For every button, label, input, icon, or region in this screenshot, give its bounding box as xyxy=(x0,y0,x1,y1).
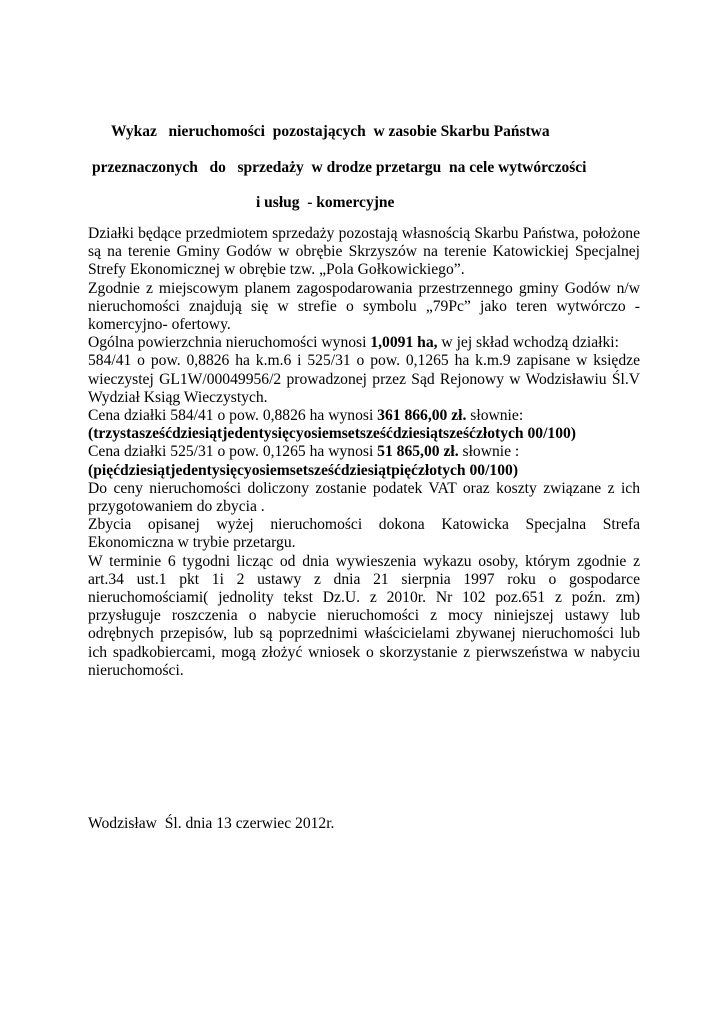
price-1-value: 361 866,00 zł. xyxy=(377,407,467,425)
paragraph-zoning-plan: Zgodnie z miejscowym planem zagospodarowania przestrzennego gminy Godów n/w nieruchomości znajdują się w strefie o symbolu „79Pc” jako teren wytwórczo -komercyjno- ofertowy. xyxy=(88,279,640,334)
paragraph-price-parcel-1 xyxy=(88,407,640,425)
price-1-text-after: słownie: xyxy=(466,407,524,425)
title-line-1: Wykaz nieruchomości pozostających w zasobie Skarbu Państwa xyxy=(111,123,550,140)
price-1-text-before: Cena działki 584/41 o pow. 0,8826 ha wynosi xyxy=(88,407,378,425)
paragraph-location: Działki będące przedmiotem sprzedaży pozostają własnością Skarbu Państwa, położone są na terenie Gminy Godów w obrębie Skrzyszów na terenie Katowickiej Specjalnej Strefy Ekonomicznej w obrębie tzw. „Pola Gołkowickiego”. xyxy=(88,225,640,279)
paragraph-price-parcel-2 xyxy=(88,443,640,461)
total-area-value: 1,0091 ha, xyxy=(370,334,438,352)
price-2-in-words: (pięćdziesiątjedentysięcyosiemsetsześćdziesiątpięćzłotych 00/100) xyxy=(88,461,519,479)
document-body xyxy=(88,225,640,680)
total-area-text-before: Ogólna powierzchnia nieruchomości wynosi xyxy=(88,334,371,352)
paragraph-parcels: 584/41 o pow. 0,8826 ha k.m.6 i 525/31 o pow. 0,1265 ha k.m.9 zapisane w księdze wieczystej GL1W/00049956/2 prowadzonej przez Sąd Rejonowy w Wodzisławiu Śl.V Wydział Ksiąg Wieczystych. xyxy=(88,352,640,406)
title-line-3: i usług - komercyjne xyxy=(256,194,395,211)
price-2-text-after: słownie : xyxy=(458,443,520,461)
paragraph-sale-procedure: Zbycia opisanej wyżej nieruchomości dokona Katowicka Specjalna Strefa Ekonomiczna w trybie przetargu. xyxy=(88,516,640,552)
place-and-date: Wodzisław Śl. dnia 13 czerwiec 2012r. xyxy=(88,815,335,832)
total-area-text-after: w jej skład wchodzą działki: xyxy=(437,334,619,352)
paragraph-vat: Do ceny nieruchomości doliczony zostanie podatek VAT oraz koszty związane z ich przygotowaniem do zbycia . xyxy=(88,479,640,516)
title-line-2: przeznaczonych do sprzedaży w drodze przetargu na cele wytwórczości xyxy=(92,159,587,176)
price-2-text-before: Cena działki 525/31 o pow. 0,1265 ha wynosi xyxy=(88,443,378,461)
paragraph-total-area xyxy=(88,334,640,352)
price-1-in-words: (trzystasześćdziesiątjedentysięcyosiemsetsześćdziesiątsześćzłotych 00/100) xyxy=(88,425,577,443)
price-2-value: 51 865,00 zł. xyxy=(377,443,459,461)
paragraph-preemption-rights: W terminie 6 tygodni licząc od dnia wywieszenia wykazu osoby, którym zgodnie z art.34 ust.1 pkt 1i 2 ustawy z dnia 21 sierpnia 1997 roku o gospodarce nieruchomościami( jednolity tekst Dz.U. z 2010r. Nr 102 poz.651 z poźn. zm) przysługuje roszczenia o nabycie nieruchomości z mocy niniejszej ustawy lub odrębnych przepisów, lub są poprzednimi właścicielami zbywanej nieruchomości lub ich spadkobiercami, mogą złożyć wniosek o skorzystanie z pierwszeństwa w nabyciu nieruchomości. xyxy=(88,552,640,679)
